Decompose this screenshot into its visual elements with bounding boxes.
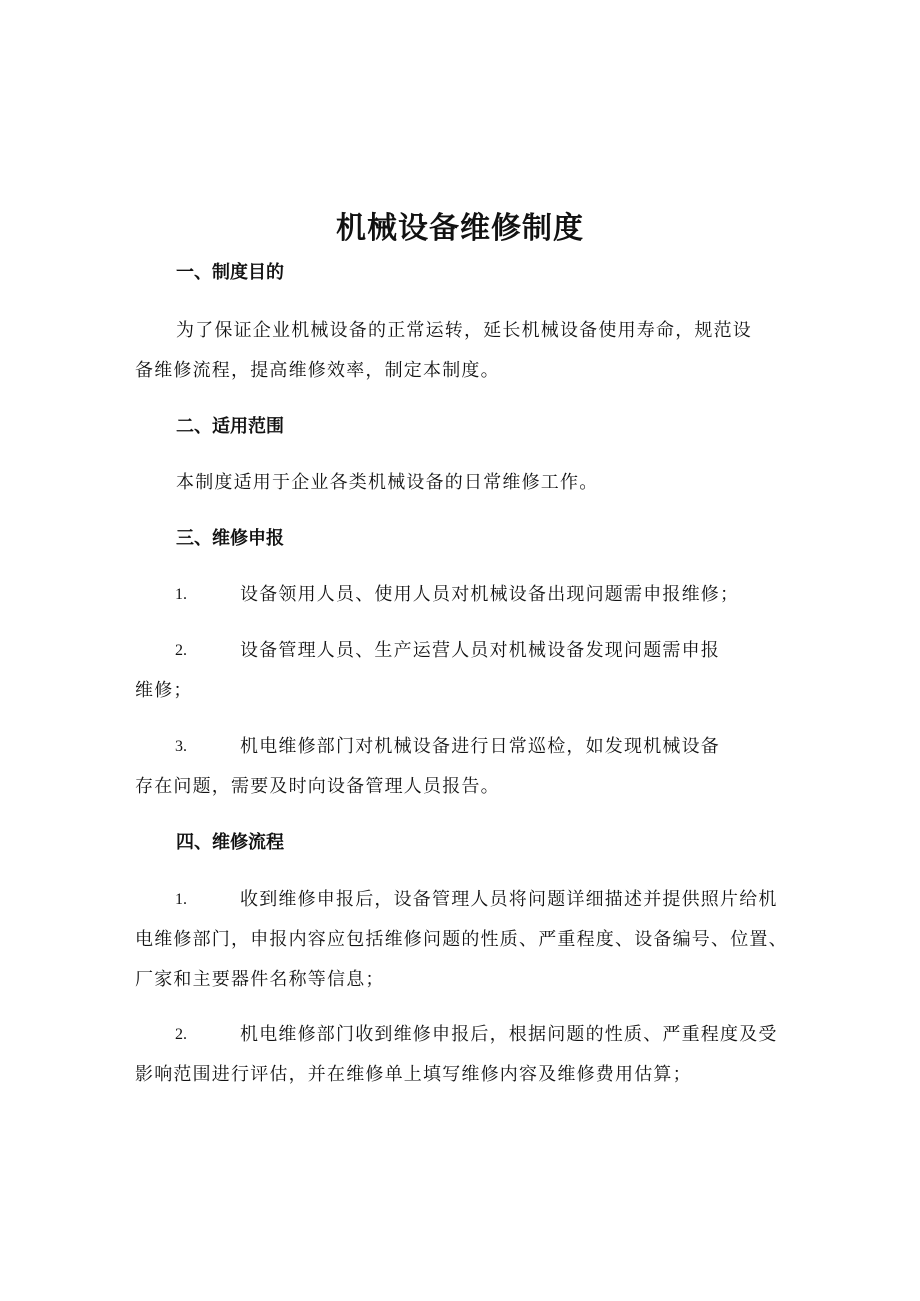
list-item-number: 3. [175, 738, 187, 755]
list-item-number: 1. [175, 891, 187, 908]
list-item-line: 收到维修申报后，设备管理人员将问题详细描述并提供照片给机 [240, 889, 778, 910]
section-heading-process: 四、维修流程 [176, 832, 284, 853]
list-item-number: 1. [175, 586, 187, 603]
list-item-number: 2. [175, 1026, 187, 1043]
paragraph-line: 为了保证企业机械设备的正常运转，延长机械设备使用寿命，规范设 [176, 320, 752, 341]
paragraph-line: 本制度适用于企业各类机械设备的日常维修工作。 [176, 472, 599, 493]
list-item-line: 厂家和主要器件名称等信息； [135, 969, 385, 990]
list-item-line: 机电维修部门对机械设备进行日常巡检，如发现机械设备 [240, 736, 720, 757]
list-item-number: 2. [175, 642, 187, 659]
list-item-line: 设备领用人员、使用人员对机械设备出现问题需申报维修； [240, 584, 740, 605]
paragraph-line: 备维修流程，提高维修效率，制定本制度。 [135, 360, 500, 381]
list-item-line: 影响范围进行评估，并在维修单上填写维修内容及维修费用估算； [135, 1064, 692, 1085]
section-heading-scope: 二、适用范围 [176, 416, 284, 437]
list-item-line: 设备管理人员、生产运营人员对机械设备发现问题需申报 [240, 640, 720, 661]
section-heading-report: 三、维修申报 [176, 528, 284, 549]
section-heading-purpose: 一、制度目的 [176, 262, 284, 283]
list-item-line: 电维修部门，申报内容应包括维修问题的性质、严重程度、设备编号、位置、 [135, 929, 788, 950]
list-item-line: 维修； [135, 680, 193, 701]
list-item-line: 存在问题，需要及时向设备管理人员报告。 [135, 776, 500, 797]
document-title: 机械设备维修制度 [336, 211, 584, 246]
list-item-line: 机电维修部门收到维修申报后，根据问题的性质、严重程度及受 [240, 1024, 778, 1045]
